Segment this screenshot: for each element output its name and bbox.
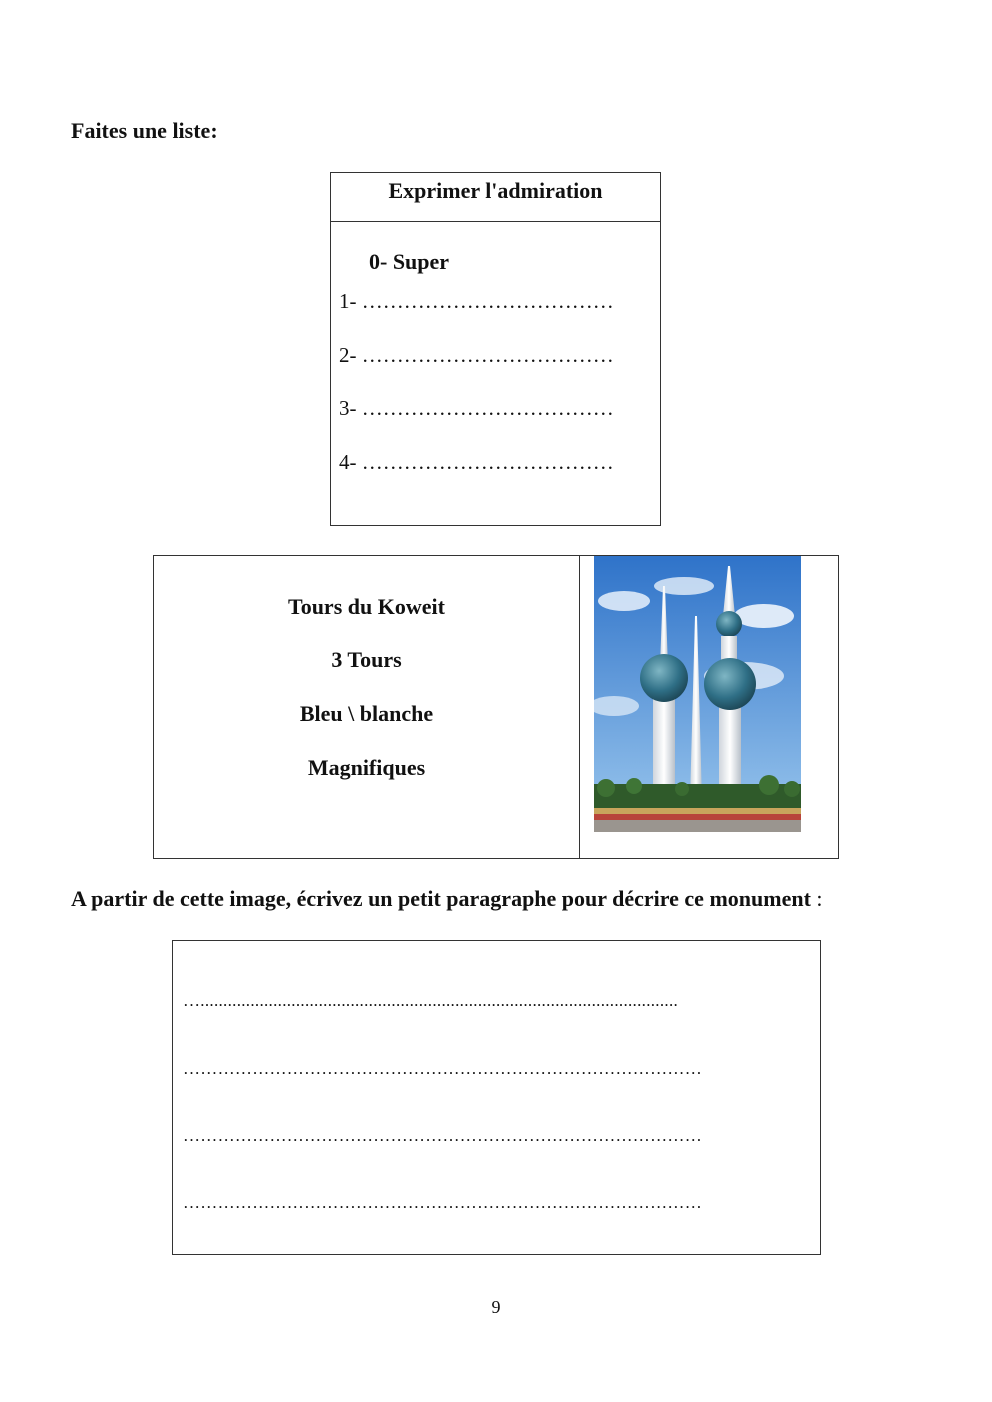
instruction-bold: A partir de cette image, écrivez un petit paragraphe pour décrire ce monument (71, 886, 811, 911)
admiration-example: 0- Super (369, 249, 450, 274)
paragraph-answer-box[interactable] (172, 940, 821, 1255)
admiration-blank-2[interactable]: 2- ……………………………… (339, 343, 614, 367)
page-number: 9 (491, 1297, 501, 1317)
admiration-blank-4[interactable]: 4- ……………………………… (339, 450, 614, 474)
exercise-heading: Faites une liste: (71, 118, 218, 143)
answer-line-1[interactable]: …......................................................................................................... (183, 991, 679, 1010)
admiration-box (330, 172, 661, 526)
tower-name: Tours du Koweit (288, 594, 445, 619)
tower-facts-cell (154, 556, 580, 858)
admiration-blank-3[interactable]: 3- ……………………………… (339, 396, 614, 420)
answer-line-4[interactable]: ……………………………………………………………………………… (183, 1193, 702, 1212)
answer-line-2[interactable]: ……………………………………………………………………………… (183, 1059, 702, 1078)
admiration-blank-1[interactable]: 1- ……………………………… (339, 289, 614, 313)
answer-line-3[interactable]: ……………………………………………………………………………… (183, 1126, 702, 1145)
tower-colors: Bleu \ blanche (299, 701, 434, 726)
tower-info-table (153, 555, 839, 859)
instruction-colon: : (810, 886, 823, 911)
tower-adjective: Magnifiques (307, 755, 426, 780)
instruction (71, 886, 823, 912)
admiration-title: Exprimer l'admiration (331, 173, 660, 222)
kuwait-towers-photo (594, 556, 801, 832)
tower-count: 3 Tours (331, 647, 402, 672)
